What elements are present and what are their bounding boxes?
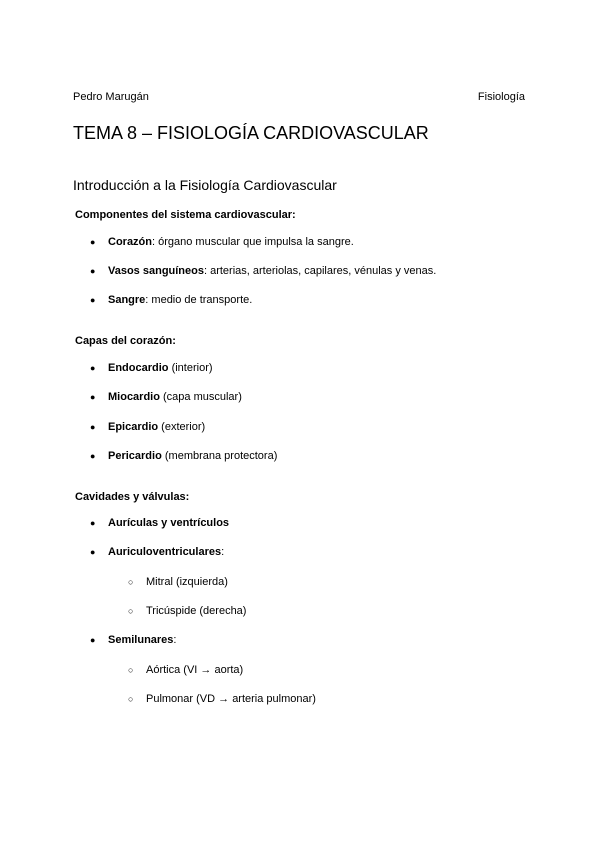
item-desc: (exterior) (158, 421, 206, 433)
cavities-heading: Cavidades y válvulas: (75, 491, 190, 503)
item-term: Vasos sanguíneos (108, 265, 204, 277)
bullet-icon: ● (90, 237, 96, 247)
list-item (90, 421, 206, 434)
list-item (90, 634, 177, 647)
hollow-bullet-icon: ○ (128, 665, 134, 675)
item-term: Endocardio (108, 362, 169, 374)
bullet-icon: ● (90, 422, 96, 432)
item-text: Tricúspide (derecha) (146, 605, 247, 617)
item-term: Sangre (108, 294, 146, 306)
components-heading: Componentes del sistema cardiovascular: (75, 209, 296, 221)
item-term: Miocardio (108, 391, 160, 403)
bullet-icon: ● (90, 266, 96, 276)
bullet-icon: ● (90, 518, 96, 528)
item-desc: (membrana protectora) (161, 450, 278, 462)
list-item (90, 517, 230, 530)
list-item (90, 546, 225, 559)
item-text: Aórtica (VI → aorta) (146, 664, 244, 676)
sub-list-item (128, 605, 247, 618)
bullet-icon: ● (90, 363, 96, 373)
list-item (90, 265, 437, 278)
bullet-icon: ● (90, 547, 96, 557)
page-header (73, 91, 525, 104)
hollow-bullet-icon: ○ (128, 694, 134, 704)
bullet-icon: ● (90, 451, 96, 461)
list-item (90, 450, 278, 463)
item-desc: : (173, 634, 177, 646)
item-desc: : (221, 546, 225, 558)
list-item (90, 294, 253, 307)
item-term: Auriculoventriculares (108, 546, 222, 558)
item-desc: : órgano muscular que impulsa la sangre. (152, 236, 354, 248)
item-desc: (interior) (168, 362, 213, 374)
sub-list-item (128, 576, 228, 589)
list-item (90, 362, 213, 375)
item-text: Pulmonar (VD → arteria pulmonar) (146, 693, 316, 705)
bullet-icon: ● (90, 295, 96, 305)
hollow-bullet-icon: ○ (128, 606, 134, 616)
list-item (90, 391, 242, 404)
item-term: Corazón (108, 236, 152, 248)
bullet-icon: ● (90, 635, 96, 645)
item-text: Mitral (izquierda) (146, 576, 228, 588)
item-term: Pericardio (108, 450, 162, 462)
item-desc: (capa muscular) (159, 391, 242, 403)
author-name: Pedro Marugán (73, 91, 149, 103)
bullet-icon: ● (90, 392, 96, 402)
item-term: Semilunares (108, 634, 174, 646)
page-title: TEMA 8 – FISIOLOGÍA CARDIOVASCULAR (73, 123, 429, 143)
item-desc: : arterias, arteriolas, capilares, vénulas y venas. (203, 265, 437, 277)
list-item (90, 236, 354, 249)
sub-list-item (128, 664, 244, 677)
section-title: Introducción a la Fisiología Cardiovascular (73, 177, 337, 193)
subject-name: Fisiología (477, 91, 525, 103)
layers-heading: Capas del corazón: (75, 335, 176, 347)
item-desc: : medio de transporte. (145, 294, 253, 306)
sub-list-item (128, 693, 316, 706)
item-term: Epicardio (108, 421, 159, 433)
hollow-bullet-icon: ○ (128, 577, 134, 587)
item-term: Aurículas y ventrículos (108, 517, 230, 529)
